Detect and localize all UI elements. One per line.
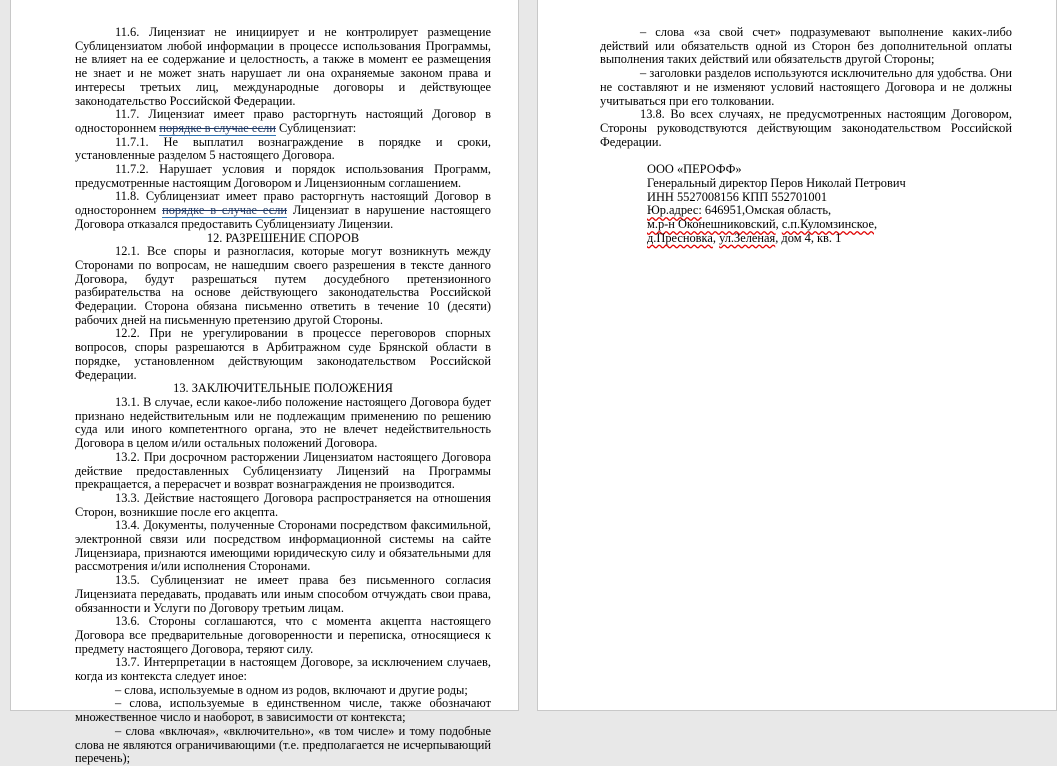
tracked-deletion-text: порядке в случае если [162, 203, 288, 218]
paragraph[interactable] [600, 26, 1012, 67]
signature-line [647, 191, 1012, 205]
paragraph[interactable] [600, 108, 1012, 149]
text-run: 12.1. Все споры и разногласия, которые могут возникнуть между Сторонами по вопросам, не нашедшим своего разрешения в тексте данного Договора, будут разрешаться путем досудебного претензионного разбирательства на основе действующего законодательства Российской Федерации. Сторона обязана письменно ответить в течение 10 (десяти) рабочих дней на письменную претензию другой Стороны. [75, 244, 491, 327]
text-run: , дом 4, кв. 1 [775, 230, 842, 245]
paragraph[interactable] [75, 697, 491, 724]
paragraph[interactable] [75, 684, 491, 698]
text-run: 646951,Омская область, [701, 203, 832, 218]
text-run: 13.2. При досрочном расторжении Лицензиатом настоящего Договора действие предоставленных Сублицензиату Лицензий на Программы прекращается, а перерасчет и возврат вознаграждения не производится. [75, 449, 491, 492]
paragraph[interactable] [75, 451, 491, 492]
text-run: ИНН 5527008156 КПП 552701001 [647, 189, 828, 204]
spellcheck-flagged-text: д.Пресновка [647, 230, 713, 245]
text-run: , [712, 230, 720, 245]
paragraph[interactable] [600, 67, 1012, 108]
text-run: 11.7.2. Нарушает условия и порядок использования Программ, предусмотренные настоящим Договором и Лицензионным соглашением. [75, 162, 491, 190]
text-run: Генеральный директор Перов Николай Петрович [647, 176, 906, 191]
text-run: – слова, используемые в единственном числе, также обозначают множественное число и наоборот, в зависимости от контекста; [75, 696, 491, 725]
text-run: 13. ЗАКЛЮЧИТЕЛЬНЫЕ ПОЛОЖЕНИЯ [173, 381, 393, 396]
page-1-text [75, 26, 491, 766]
signature-line [647, 232, 1012, 246]
text-run: – слова «за свой счет» подразумевают выполнение каких-либо действий или обязательств одной из Сторон без дополнительной оплаты выполнения таких действий или обязательств другой Стороны; [600, 25, 1012, 67]
text-run: 13.1. В случае, если какое-либо положение настоящего Договора будет признано недействительным или не подлежащим применению по решению суда или иного компетентного органа, это не влечет недействительность Договора в целом и/или остальных положений Договора. [75, 394, 491, 451]
text-run: 12. РАЗРЕШЕНИЕ СПОРОВ [206, 230, 360, 245]
paragraph[interactable] [75, 108, 491, 135]
text-run: , [874, 217, 878, 232]
text-run: 13.4. Документы, полученные Сторонами посредством факсимильной, электронной связи или посредством информационной системы на сайте Лицензиара, признаются имеющими юридическую силу и обязательными для рассмотрения и/или исполнения Сторонами. [75, 518, 491, 574]
paragraph[interactable] [75, 492, 491, 519]
tracked-deletion-text: порядке в случае если [159, 120, 276, 135]
text-run: – заголовки разделов используются исключительно для удобства. Они не составляют и не изменяют условий настоящего Договора и не должны учитываться при его толковании. [600, 66, 1012, 108]
paragraph[interactable] [75, 163, 491, 190]
paragraph[interactable] [75, 190, 491, 231]
paragraph[interactable] [75, 725, 491, 766]
spellcheck-flagged-text: м.р-н Оконешниковский [647, 217, 776, 232]
text-run: ООО «ПЕРОФФ» [647, 162, 742, 177]
spellcheck-flagged-text: с.п.Куломзинское [781, 217, 874, 232]
text-run: 13.8. Во всех случаях, не предусмотренных настоящим Договором, Стороны руководствуются действующим законодательством Российской Федерации. [600, 107, 1012, 149]
paragraph[interactable] [75, 396, 491, 451]
paragraph[interactable] [75, 136, 491, 163]
paragraph[interactable] [75, 26, 491, 108]
signature-block[interactable] [647, 163, 1012, 245]
spellcheck-flagged-text: ул.Зеленая [719, 230, 776, 245]
text-run: – слова «включая», «включительно», «в том числе» и тому подобные слова не являются ограничивающими (т.е. предполагается не исчерпывающий перечень); [75, 723, 491, 766]
paragraph[interactable] [75, 245, 491, 327]
paragraph[interactable] [75, 615, 491, 656]
text-run: – слова, используемые в одном из родов, включают и другие роды; [115, 682, 468, 697]
text-run: Сублицензиат: [275, 120, 357, 135]
signature-line [647, 218, 1012, 232]
text-run: , [775, 217, 782, 232]
text-run: 13.5. Сублицензиат не имеет права без письменного согласия Лицензиата передавать, продавать или иным способом отчуждать свои права, обязанности и Услуги по Договору третьим лицам. [75, 573, 491, 615]
text-run: 11.8. Сублицензиат имеет право расторгнуть настоящий Договор в одностороннем [75, 189, 491, 218]
text-run: 11.6. Лицензиат не инициирует и не контролирует размещение Сублицензиатом любой информации в процессе использования Программы, не влияет на ее содержание и целостность, а также в момент ее размещения не знает и не может знать нарушает ли она охраняемые законом права и интересы третьих лиц, международные договоры и действующее законодательство Российской Федерации. [75, 25, 491, 108]
spellcheck-flagged-text: Юр.адрес: [647, 203, 702, 218]
text-run: 11.7.1. Не выплатил вознаграждение в порядке и сроки, установленные разделом 5 настоящего Договора. [75, 134, 491, 163]
signature-line [647, 177, 1012, 191]
text-run: Лицензиат в нарушение настоящего Договора отказался предоставить Сублицензиату Лицензии. [75, 203, 491, 231]
page-2-text [600, 26, 1012, 246]
paragraph[interactable] [75, 519, 491, 574]
text-run: 11.7. Лицензиат имеет право расторгнуть настоящий Договор в одностороннем [75, 107, 491, 135]
paragraph[interactable] [75, 656, 491, 683]
signature-line [647, 163, 1012, 177]
signature-line [647, 204, 1012, 218]
paragraph[interactable] [75, 327, 491, 382]
text-run: 13.6. Стороны соглашаются, что с момента акцепта настоящего Договора все предварительные договоренности и переписка, относящиеся к предмету настоящего Договора, теряют силу. [75, 614, 491, 656]
paragraph[interactable] [75, 574, 491, 615]
document-page-1[interactable] [10, 0, 519, 766]
document-page-2[interactable] [537, 0, 1057, 711]
text-run: 12.2. При не урегулировании в процессе переговоров спорных вопросов, споры разрешаются в Арбитражном суде Брянской области в порядке, установленном действующим законодательством Российской Федерации. [75, 326, 491, 382]
section-heading[interactable] [75, 232, 491, 246]
section-heading[interactable] [75, 382, 491, 396]
text-run: 13.7. Интерпретации в настоящем Договоре, за исключением случаев, когда из контекста следует иное: [75, 655, 491, 684]
text-run: 13.3. Действие настоящего Договора распространяется на отношения Сторон, возникшие после его акцепта. [75, 490, 491, 519]
